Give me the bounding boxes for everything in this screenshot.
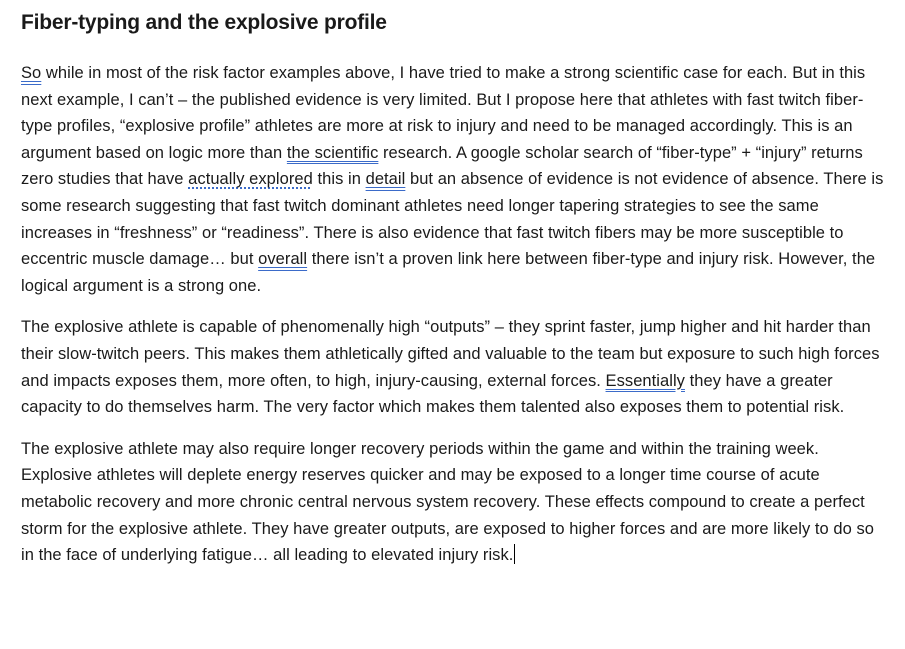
- grammar-flag-detail[interactable]: detail: [365, 170, 406, 189]
- paragraph-1-text-c: this in: [312, 170, 366, 189]
- paragraph-2[interactable]: [21, 314, 889, 420]
- grammar-flag-actually-explored[interactable]: actually explored: [188, 170, 313, 189]
- paragraph-1-text-a: while in most of the risk factor examples above, I have tried to make a strong scientific case for each. But in this next example, I can’t – the published evidence is very limited. But I propose here that athletes with fast twitch fiber-type profiles, “explosive profile” athletes are more at risk to injury and need to be managed accordingly. This is an argument based on logic more than: [21, 64, 866, 162]
- paragraph-1-text-b: research. A google scholar search of “fiber-type” + “injury” returns zero studies that have: [21, 143, 863, 189]
- paragraph-2-text-b: they have a greater capacity to do themselves harm. The very factor which makes them talented also exposes them to potential risk.: [21, 371, 845, 417]
- paragraph-2-text-a: The explosive athlete is capable of phenomenally high “outputs” – they sprint faster, jump higher and hit harder than their slow-twitch peers. This makes them athletically gifted and valuable to the team but exposure to such high forces and impacts exposes them, more often, to high, injury-causing, external forces.: [21, 318, 880, 390]
- paragraph-1-text-e: there isn’t a proven link here between fiber-type and injury risk. However, the logical argument is a strong one.: [21, 250, 876, 295]
- paragraph-1[interactable]: [21, 60, 889, 299]
- section-heading: Fiber-typing and the explosive profile: [21, 11, 387, 34]
- grammar-flag-overall[interactable]: overall: [258, 250, 308, 269]
- grammar-flag-essentially[interactable]: Essentially: [605, 371, 685, 390]
- grammar-flag-the-scientific[interactable]: the scientific: [286, 143, 379, 162]
- grammar-flag-so[interactable]: So: [21, 64, 42, 82]
- paragraph-3[interactable]: [21, 436, 889, 569]
- text-cursor: [514, 544, 515, 564]
- document-body[interactable]: [21, 8, 889, 584]
- paragraph-3-text: The explosive athlete may also require longer recovery periods within the game and within the training week. Explosive athletes will deplete energy reserves quicker and may be exposed to a longer time course of acute metabolic recovery and more chronic central nervous system recovery. These effects compound to create a perfect storm for the explosive athlete. They have greater outputs, are exposed to higher forces and are more likely to do so in the face of underlying fatigue… all leading to elevated injury risk.: [21, 439, 875, 565]
- paragraph-1-text-d: but an absence of evidence is not evidence of absence. There is some research suggesting that fast twitch dominant athletes need longer tapering strategies to see the same increases in “freshness” or “readiness”. There is also evidence that fast twitch fibers may be more susceptible to eccentric muscle damage… but: [21, 170, 884, 269]
